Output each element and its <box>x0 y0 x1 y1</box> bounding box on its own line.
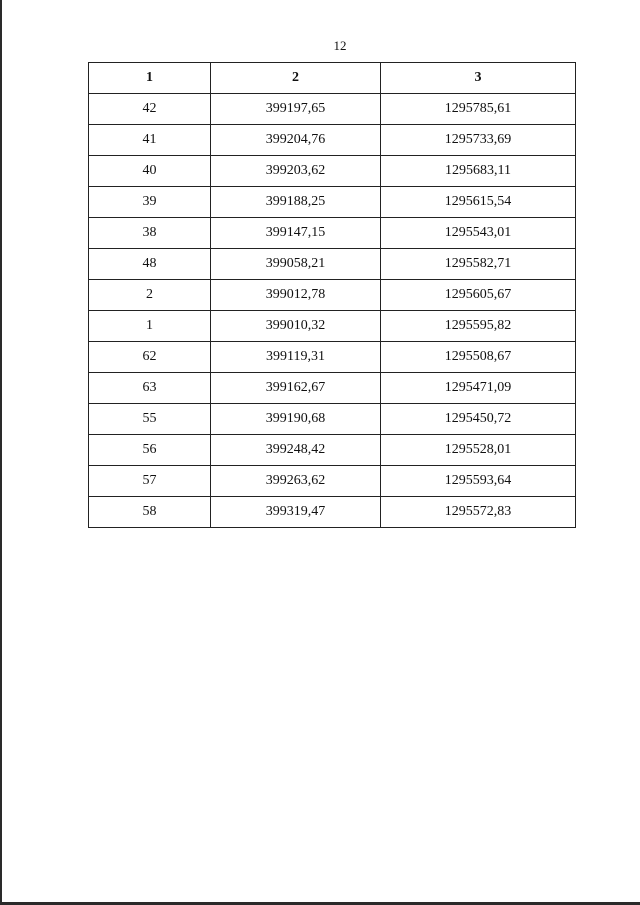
y-coordinate-cell: 1295582,71 <box>381 249 576 280</box>
y-coordinate-cell: 1295450,72 <box>381 404 576 435</box>
y-coordinate-cell: 1295605,67 <box>381 280 576 311</box>
x-coordinate-cell: 399188,25 <box>211 187 381 218</box>
page-number: 12 <box>333 38 347 53</box>
coordinates-table <box>88 62 576 528</box>
point-number-cell: 42 <box>89 94 211 125</box>
y-coordinate-cell: 1295543,01 <box>381 218 576 249</box>
table-row <box>89 435 576 466</box>
x-coordinate-cell: 399147,15 <box>211 218 381 249</box>
table-body <box>89 94 576 528</box>
point-number-cell: 62 <box>89 342 211 373</box>
header-cell-3: 3 <box>381 63 576 94</box>
table-row <box>89 218 576 249</box>
point-number-cell: 2 <box>89 280 211 311</box>
y-coordinate-cell: 1295733,69 <box>381 125 576 156</box>
y-coordinate-cell: 1295508,67 <box>381 342 576 373</box>
y-coordinate-cell: 1295785,61 <box>381 94 576 125</box>
table-row <box>89 466 576 497</box>
scan-left-edge <box>0 0 2 905</box>
x-coordinate-cell: 399058,21 <box>211 249 381 280</box>
y-coordinate-cell: 1295528,01 <box>381 435 576 466</box>
x-coordinate-cell: 399204,76 <box>211 125 381 156</box>
y-coordinate-cell: 1295615,54 <box>381 187 576 218</box>
point-number-cell: 48 <box>89 249 211 280</box>
point-number-cell: 63 <box>89 373 211 404</box>
point-number-cell: 58 <box>89 497 211 528</box>
y-coordinate-cell: 1295683,11 <box>381 156 576 187</box>
y-coordinate-cell: 1295572,83 <box>381 497 576 528</box>
point-number-cell: 1 <box>89 311 211 342</box>
point-number-cell: 39 <box>89 187 211 218</box>
x-coordinate-cell: 399012,78 <box>211 280 381 311</box>
table-header-row <box>89 63 576 94</box>
y-coordinate-cell: 1295471,09 <box>381 373 576 404</box>
x-coordinate-cell: 399263,62 <box>211 466 381 497</box>
x-coordinate-cell: 399010,32 <box>211 311 381 342</box>
table-row <box>89 187 576 218</box>
header-cell-1: 1 <box>89 63 211 94</box>
x-coordinate-cell: 399119,31 <box>211 342 381 373</box>
table-row <box>89 94 576 125</box>
x-coordinate-cell: 399248,42 <box>211 435 381 466</box>
x-coordinate-cell: 399162,67 <box>211 373 381 404</box>
point-number-cell: 56 <box>89 435 211 466</box>
table-row <box>89 125 576 156</box>
x-coordinate-cell: 399203,62 <box>211 156 381 187</box>
table-row <box>89 342 576 373</box>
table-row <box>89 156 576 187</box>
point-number-cell: 38 <box>89 218 211 249</box>
x-coordinate-cell: 399319,47 <box>211 497 381 528</box>
table-row <box>89 373 576 404</box>
y-coordinate-cell: 1295593,64 <box>381 466 576 497</box>
table-row <box>89 497 576 528</box>
point-number-cell: 57 <box>89 466 211 497</box>
y-coordinate-cell: 1295595,82 <box>381 311 576 342</box>
table-header <box>89 63 576 94</box>
x-coordinate-cell: 399190,68 <box>211 404 381 435</box>
table-row <box>89 280 576 311</box>
table-row <box>89 311 576 342</box>
table-row <box>89 404 576 435</box>
point-number-cell: 41 <box>89 125 211 156</box>
table-row <box>89 249 576 280</box>
x-coordinate-cell: 399197,65 <box>211 94 381 125</box>
point-number-cell: 40 <box>89 156 211 187</box>
header-cell-2: 2 <box>211 63 381 94</box>
point-number-cell: 55 <box>89 404 211 435</box>
